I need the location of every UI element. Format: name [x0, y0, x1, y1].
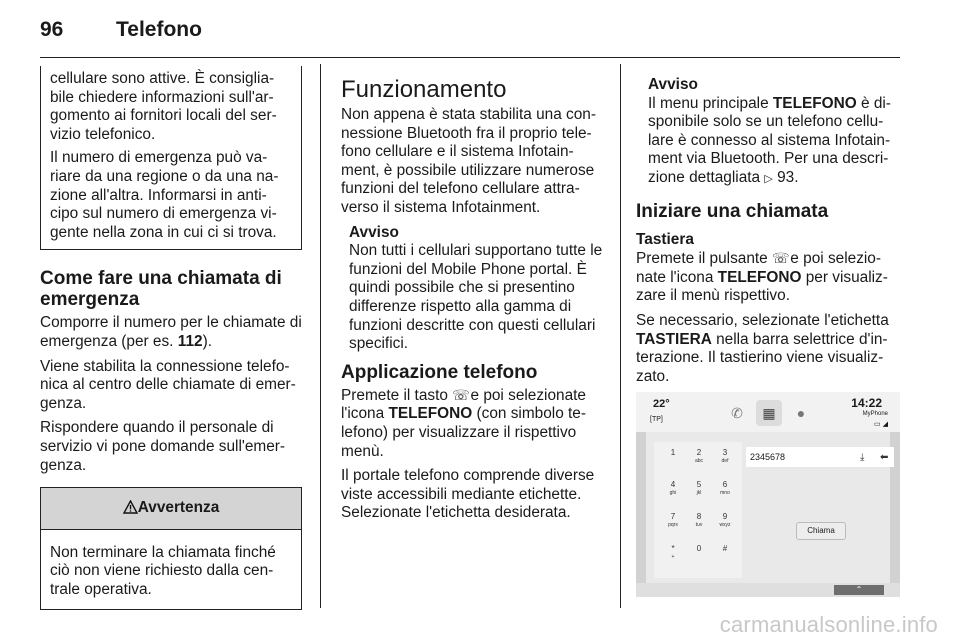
phone-handset-icon[interactable]: ✆: [731, 404, 743, 421]
keypad-key-digit: 0: [696, 544, 702, 553]
note-text: Non tutti i cellulari supportano tutte le funzioni del Mobile Phone portal. È quindi possibile che si presentino differenze rispetto alla gamma di funzioni descritte con questi cellulari specifici.: [349, 242, 603, 353]
keypad-key-digit: 8: [696, 512, 702, 521]
keypad-key-letters: jkl: [696, 490, 702, 496]
note-label: Avviso: [349, 223, 399, 241]
note-text: Il menu principale TELEFONO è di-sponibile solo se un telefono cellu-lare è connesso al sistema Infotain-ment via Bluetooth. Per una descri-zione dettagliata ▷ 93.: [648, 95, 902, 189]
infotainment-screen: [636, 392, 900, 597]
keypad-key-digit: 7: [670, 512, 676, 521]
column-3: [636, 76, 902, 392]
dial-emergency-paragraph: Comporre il numero per le chiamate di emergenza (per es. 112).: [40, 314, 302, 350]
keypad-key-digit: 1: [670, 448, 676, 457]
warning-body: Non terminare la chiamata finché ciò non viene richiesto dalla cen-trale operativa.: [50, 543, 276, 598]
warning-box: [40, 487, 302, 610]
section-title: Telefono: [116, 18, 202, 41]
answer-questions-paragraph: Rispondere quando il personale di servizio vi pone domande sull'emer-genza.: [40, 419, 286, 474]
temperature-readout: 22°: [653, 398, 670, 410]
keypad-key-digit: 9: [722, 512, 728, 521]
keypad-key[interactable]: [714, 448, 736, 470]
keypad-key-digit: 4: [670, 480, 676, 489]
chevron-up-icon[interactable]: ⌃: [834, 585, 884, 595]
screen-status-bar: [636, 392, 900, 432]
continued-warning-box: [40, 66, 302, 250]
note-block: [341, 224, 605, 354]
connection-paragraph: Viene stabilita la connessione telefo-nica al centro delle chiamate di emer-genza.: [40, 357, 296, 412]
call-log-icon[interactable]: ⤓: [860, 452, 865, 463]
battery-signal-icon: ▭ ◢: [874, 421, 888, 428]
keypad-key-digit: 5: [696, 480, 702, 489]
backspace-icon[interactable]: ⬅: [880, 452, 889, 463]
warning-continued-paragraph: cellulare sono attive. È consiglia-bile chiedere informazioni sull'ar-gomento ai fornitori locali del ser-vizio telefonico.: [50, 70, 277, 143]
keypad-key-letters: tuv: [695, 522, 703, 528]
keypad-key-digit: *: [671, 544, 675, 553]
cross-reference-arrow-icon: ▷: [764, 172, 773, 185]
keypad-icon[interactable]: ▦: [756, 400, 782, 426]
warning-triangle-icon: [123, 500, 138, 514]
keypad-paragraph: Premete il pulsante ☏ e poi selezio-nate l'icona TELEFONO per visualiz-zare il menù rispettivo.: [636, 250, 888, 305]
keypad-key-letters: ghi: [669, 490, 677, 496]
page-number: 96: [40, 18, 64, 41]
keypad-key[interactable]: [662, 544, 684, 566]
call-button[interactable]: Chiama: [796, 522, 846, 540]
keypad-key[interactable]: [688, 448, 710, 470]
phone-app-heading: Applicazione telefono: [341, 361, 538, 383]
keypad-key[interactable]: [714, 480, 736, 502]
keypad-key[interactable]: [714, 512, 736, 534]
keypad-key-letters: abc: [694, 458, 704, 464]
header-divider: [40, 57, 900, 58]
phone-icon: ☏: [772, 250, 790, 267]
keypad-key[interactable]: [688, 544, 710, 566]
watermark: carmanualsonline.info: [719, 612, 938, 637]
keypad-key[interactable]: [662, 480, 684, 502]
keypad-subheading: Tastiera: [636, 230, 694, 248]
keypad-key[interactable]: [662, 448, 684, 470]
traffic-program-indicator: [TP]: [650, 416, 663, 423]
keypad-key-letters: +: [671, 554, 675, 560]
keypad-key-letters: pqrs: [668, 522, 678, 528]
keypad-key-digit: #: [722, 544, 728, 553]
note-block: [636, 76, 902, 189]
column-divider: [320, 64, 321, 608]
clock: 14:22: [851, 396, 882, 410]
keypad-key-digit: 3: [722, 448, 728, 457]
column-divider: [620, 64, 621, 608]
phone-portal-paragraph: Il portale telefono comprende diverse viste accessibili mediante etichette. Selezionate l'etichetta desiderata.: [341, 467, 595, 522]
warning-header: [41, 488, 301, 530]
keypad-key-letters: wxyz: [719, 522, 731, 528]
emergency-number-paragraph: Il numero di emergenza può va-riare da una regione o da una na-zione all'altra. Informarsi in anti-cipo sul numero di emergenza vi-gente nella zona in cui ci si trova.: [50, 149, 279, 241]
operation-paragraph: Non appena è stata stabilita una con-nessione Bluetooth fra il proprio tele-fono cellulare e il sistema Infotain-ment, è possibile utilizzare numerose funzioni del telefono cellulare attra-verso il sistema Infotainment.: [341, 106, 596, 216]
keypad-key[interactable]: [662, 512, 684, 534]
keypad-key-letters: def: [721, 458, 729, 464]
keypad-key[interactable]: [688, 512, 710, 534]
phone-name: MyPhone: [862, 411, 888, 417]
note-label: Avviso: [648, 76, 698, 93]
keypad-key-digit: 6: [722, 480, 728, 489]
contacts-icon[interactable]: ●: [796, 405, 806, 421]
keypad-key-letters: mno: [720, 490, 730, 496]
phone-icon: ☏: [452, 386, 470, 403]
keypad-key-digit: 2: [696, 448, 702, 457]
keypad-key[interactable]: [688, 480, 710, 502]
warning-title: Avvertenza: [137, 499, 220, 517]
dialed-number-field[interactable]: 2345678: [746, 447, 894, 467]
keypad-key[interactable]: [714, 544, 736, 566]
screen-bottom-bar: [636, 583, 900, 597]
phone-app-paragraph: Premete il tasto ☏ e poi selezionate l'icona TELEFONO (con simbolo te-lefono) per visualizzare il rispettivo menù.: [341, 386, 586, 460]
keypad: [654, 442, 742, 578]
emergency-call-heading: Come fare una chiamata di emergenza: [40, 268, 282, 311]
keypad-tab-paragraph: Se necessario, selezionate l'etichetta TASTIERA nella barra selettrice d'in-terazione. Il tastierino viene visualiz-zato.: [636, 311, 889, 385]
operation-heading: Funzionamento: [341, 76, 507, 103]
start-call-heading: Iniziare una chiamata: [636, 200, 829, 222]
column-1: [40, 66, 302, 610]
page-header: [40, 18, 202, 42]
column-2: [341, 76, 605, 529]
